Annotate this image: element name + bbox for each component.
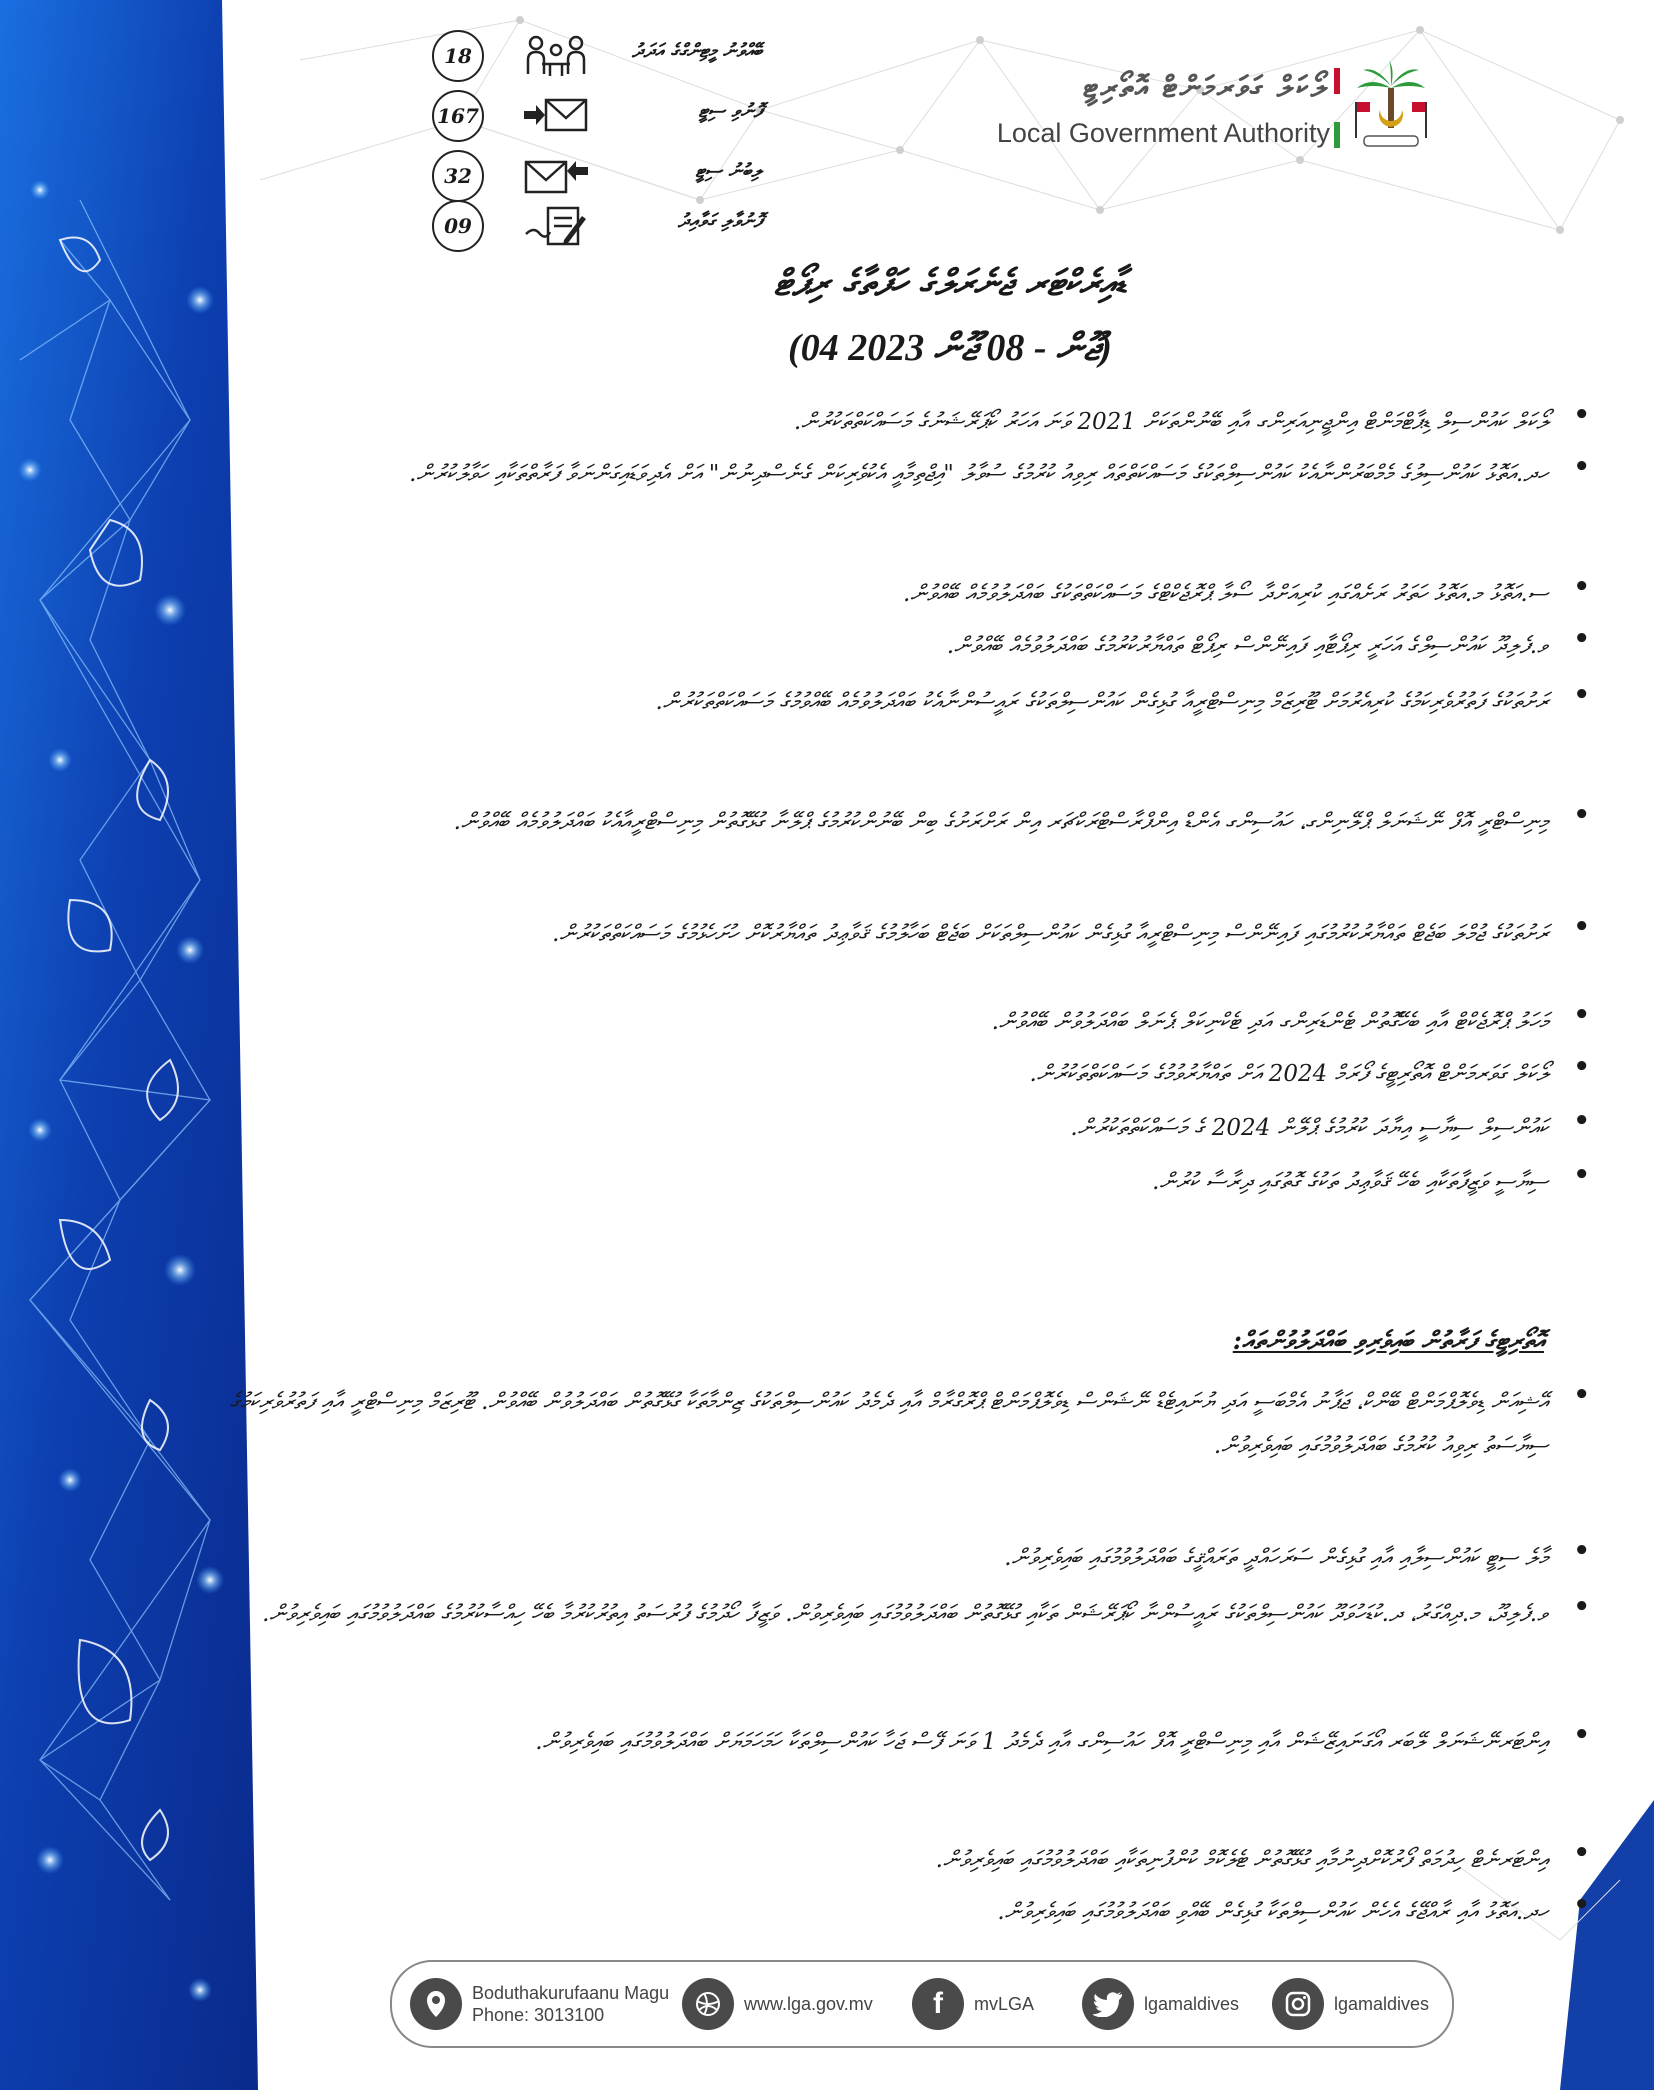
footer-instagram[interactable] — [1272, 1976, 1429, 2032]
list-item: • އޭޝިއަން ޑިވެލޮޕްމަންޓް ބޭންކް، ޖަޕާނު އެމްބަސީ އަދި ޔުނައިޓެޑް ނޭޝަންސް ޑިވެލޮޕްމަންޓް ޕްރޮގްރާމް އާއި ދެމެދު ކައުންސިލްތަކުގެ ޒިންމާތަކާ ގުޅޭގޮތުން ބައްދަލުވުން ބޭއްވުން. ޓޫރިޒަމް މިނިސްޓްރީ އާއި ފަތުރުވެރިކަމުގެ ސިޔާސަތު ރިވިއު ކުރުމުގެ ބައްދަލުވުމުގައި ބައިވެރިވުން. — [228, 1380, 1592, 1468]
twitter-icon — [1082, 1978, 1134, 2030]
stat-label: ފޮނުވި ސިޓީ — [698, 100, 762, 122]
document-edit-icon — [524, 204, 588, 246]
stat-label: ބޭއްވުނު މީޓިންގްގެ އަދަދު — [631, 40, 762, 62]
footer-contact-bar — [390, 1960, 1454, 2048]
list-item: • އިންޓަރނެޓް ހިދުމަތް ފޯރުކޮށްދިނުމާއި ގުޅޭގޮތުން ޓެލެކޮމް ކުންފުނިތަކާއި ބައްދަލުވުމުގައި ބައިވެރިވުން. — [228, 1838, 1592, 1882]
location-pin-icon — [410, 1978, 462, 2030]
flag-stripe-red — [1334, 68, 1340, 94]
stat-count: 09 — [432, 200, 484, 252]
globe-icon — [682, 1978, 734, 2030]
facebook-icon: f — [912, 1978, 964, 2030]
list-item: • މާލެ ސިޓީ ކައުންސިލާއި އާއި ގުޅިގެން ސަރަހައްދީ ތަރައްޤީގެ ބައްދަލުވުމުގައި ބައިވެރިވުން. — [228, 1536, 1592, 1580]
list-item: • މިނިސްޓްރީ އޮފް ނޭޝަނަލް ޕްލޭނިންގ، ހައުސިންގ އެންޑް އިންފްރާސްޓްރަކްޗަރ އިން ރަށްރަށުގެ ބިން ބޭނުންކުރުމުގެ ޕްލޭނާ ގުޅޭގޮތުން މިނިސްޓްރީއާއެކު ބައްދަލުވުމެއް ބޭއްވުން. — [228, 800, 1592, 844]
stat-label: ލިބުނު ސިޓީ — [695, 160, 762, 182]
list-item: • ސިޔާސީ ވަޒީފާތަކާއި ބެހޭ ޤަވާޢިދު ތަކުގެ ގޮތުގައި ދިރާސާ ކުރުން. — [228, 1160, 1592, 1204]
stat-meetings — [432, 30, 762, 80]
outgoing-mail-icon — [524, 94, 588, 136]
facebook-handle[interactable]: mvLGA — [974, 1993, 1035, 2014]
stat-received-letters — [432, 150, 762, 200]
footer-website[interactable] — [682, 1976, 873, 2032]
list-item: • ހދ.އަތޮޅު އާއި ރާއްޖޭގެ އެހެން ކައުންސިލްތަކާ ގުޅިގެން ބޭއްވި ބައްދަލުވުމުގައި ބައިވެރިވުން. — [228, 1890, 1592, 1934]
instagram-icon — [1272, 1978, 1324, 2030]
report-date: (04 ޖޫން - 08 ޖޫން 2023) — [788, 327, 1112, 369]
incoming-mail-icon — [524, 154, 588, 196]
address-line: Boduthakurufaanu Magu — [472, 1983, 670, 2003]
list-item: • އިންޓަރނޭޝަނަލް ލޭބަރ އޯގަނައިޒޭޝަން އާއި މިނިސްޓްރީ އޮފް ހައުސިންގ އާއި ދެމެދު 1 ވަނަ ފޭސް ޖަހާ ކައުންސިލްތަކާ ހަމަހަމަޔަށް ބައްދަލުވުމުގައި ބައިވެރިވުން. — [228, 1720, 1592, 1764]
stat-count: 18 — [432, 30, 484, 82]
list-item: • ލޯކަލް ކައުންސިލް ޑިޕާޓްމަންޓް އިންޖީނިއަރިންގ އާއި ބޭނުންތަކަށް 2021 ވަނަ އަހަރު ކޯޕަރޭޝަނުގެ މަސައްކަތްތަކުރުން. — [228, 400, 1592, 444]
twitter-handle[interactable]: lgamaldives — [1144, 1993, 1240, 2014]
stat-label: ފޮނުވާލި ގަވާއިދު — [677, 210, 762, 232]
flag-stripe-green — [1334, 122, 1340, 148]
stat-regulations — [432, 200, 762, 250]
footer-address — [410, 1976, 669, 2032]
meeting-icon — [524, 34, 588, 76]
footer-facebook[interactable] — [912, 1976, 1034, 2032]
logo-english-text: Local Government Authority — [996, 118, 1330, 148]
stat-count: 32 — [432, 150, 484, 202]
list-item: • ރަށުތަކުގެ ފަތުރުވެރިކަމުގެ ކުރިއެރުމަށް ޓޫރިޒަމް މިނިސްޓްރީއާ ގުޅިގެން ކައުންސިލްތަކުގެ ރައީސުންނާއެކު ބައްދަލުވުމެއް ބޭއްވުމުގެ މަސައްކަތްތަކުރުން. — [228, 680, 1592, 724]
page-title: ޑާއިރެކްޓަރ ޖެނެރަލްގެ ހަފްތާގެ ރިޕޯޓް — [773, 262, 1127, 304]
section-heading: އޮތޯރިޓީގެ ފަރާތުން ބައިވެރިވި ބައްދަލުވުންތައް: — [1232, 1326, 1544, 1355]
website-link[interactable]: www.lga.gov.mv — [744, 1993, 873, 2014]
phone-line: Phone: 3013100 — [472, 2005, 605, 2025]
list-item: • ލޯކަލް ގަވަރމަންޓް އޮތޯރިޓީގެ ފޯރަމް 2024 އަށް ތައްޔާރުވުމުގެ މަސައްކަތްތަކުރުން. — [228, 1052, 1592, 1096]
footer-twitter[interactable] — [1082, 1976, 1239, 2032]
list-item: • ސ.އަތޮޅު މ.އަތޮޅު ހަތަރު ރަށެއްގައި ކުރިއަށްދާ ސޯލާ ޕްރޮޖެކްޓްގެ މަސައްކަތްތަކުގެ ބައްދަލުވުމެއް ބޭއްވުން. — [228, 572, 1592, 616]
instagram-handle[interactable]: lgamaldives — [1334, 1993, 1430, 2014]
list-item: • ވ.ފެލިދޫ ކައުންސިލްގެ އަހަރީ ރިޕޯޓާއި ފައިނޭންސް ރިޕޯޓް ތައްޔާރުކުރުމުގެ ބައްދަލުވުމެއް ބޭއްވުން. — [228, 624, 1592, 668]
stat-sent-letters — [432, 90, 762, 140]
stat-count: 167 — [432, 90, 484, 142]
logo-dhivehi-text: ލޯކަލް ގަވަރމަންޓް އޮތޯރިޓީ — [1083, 70, 1328, 105]
list-item: • ރަށުތަކުގެ ޖުމްލަ ބަޖެޓް ތައްޔާރުކުރުމުގައި ފައިނޭންސް މިނިސްޓްރީއާ ގުޅިގެން ކައުންސިލްތަކަށް ބަޖެޓް ބަހާލުމުގެ ޤަވާޢިދު ތައްޔާރުކޮށް ހުށަހެޅުމުގެ މަސައްކަތްތަކުރުން. — [228, 912, 1592, 956]
list-item: • ހދ.އަތޮޅު ކައުންސިލުގެ މެމްބަރުންނާއެކު ކައުންސިލްތަކުގެ މަސައްކަތްތައް ރިވިއު ކުރުމުގެ ސުވާލު "އިޖްތިމާއީ އެކުވެރިކަން ގެނެސްދިނުން" އަށް އެދިވަޑައިގަންނަވާ ފަރާތްތަކާއި ހަވާލުކުރުން. — [228, 452, 1592, 496]
national-emblem-icon — [1350, 58, 1432, 158]
list-item: • ވ.ފެލިދޫ، މ.ދިއްގަރު، ދ.ކުޑަހުވަދޫ ކައުންސިލްތަކުގެ ރައީސުންނާ ކޯޕަރޭޝަން ތަކާއި ގުޅޭގޮތުން ބައްދަލުވުމުގައި ބައިވެރިވުން. ވަޒީފާ ހޯދުމުގެ ފުރުސަތު އިތުރުކުރުމާ ބެހޭ ހިއްސާކުރުމުގެ ބައްދަލުވުމުގައި ބައިވެރިވުން. — [228, 1592, 1592, 1636]
list-item: • ކައުންސިލް ސިޔާސީ އިޔާދަ ކުރުމުގެ ޕްލޭން 2024 ގެ މަސައްކަތްތަކުރުން. — [228, 1106, 1592, 1150]
list-item: • މަހަލު ޕްރޮޖެކްޓް އާއި ބެހޭގޮތުން ޓެންޑަރިންގ އަދި ޓެކްނިކަލް ޕެނަލް ބައްދަލުވުން ބޭއްވުން. — [228, 1000, 1592, 1044]
